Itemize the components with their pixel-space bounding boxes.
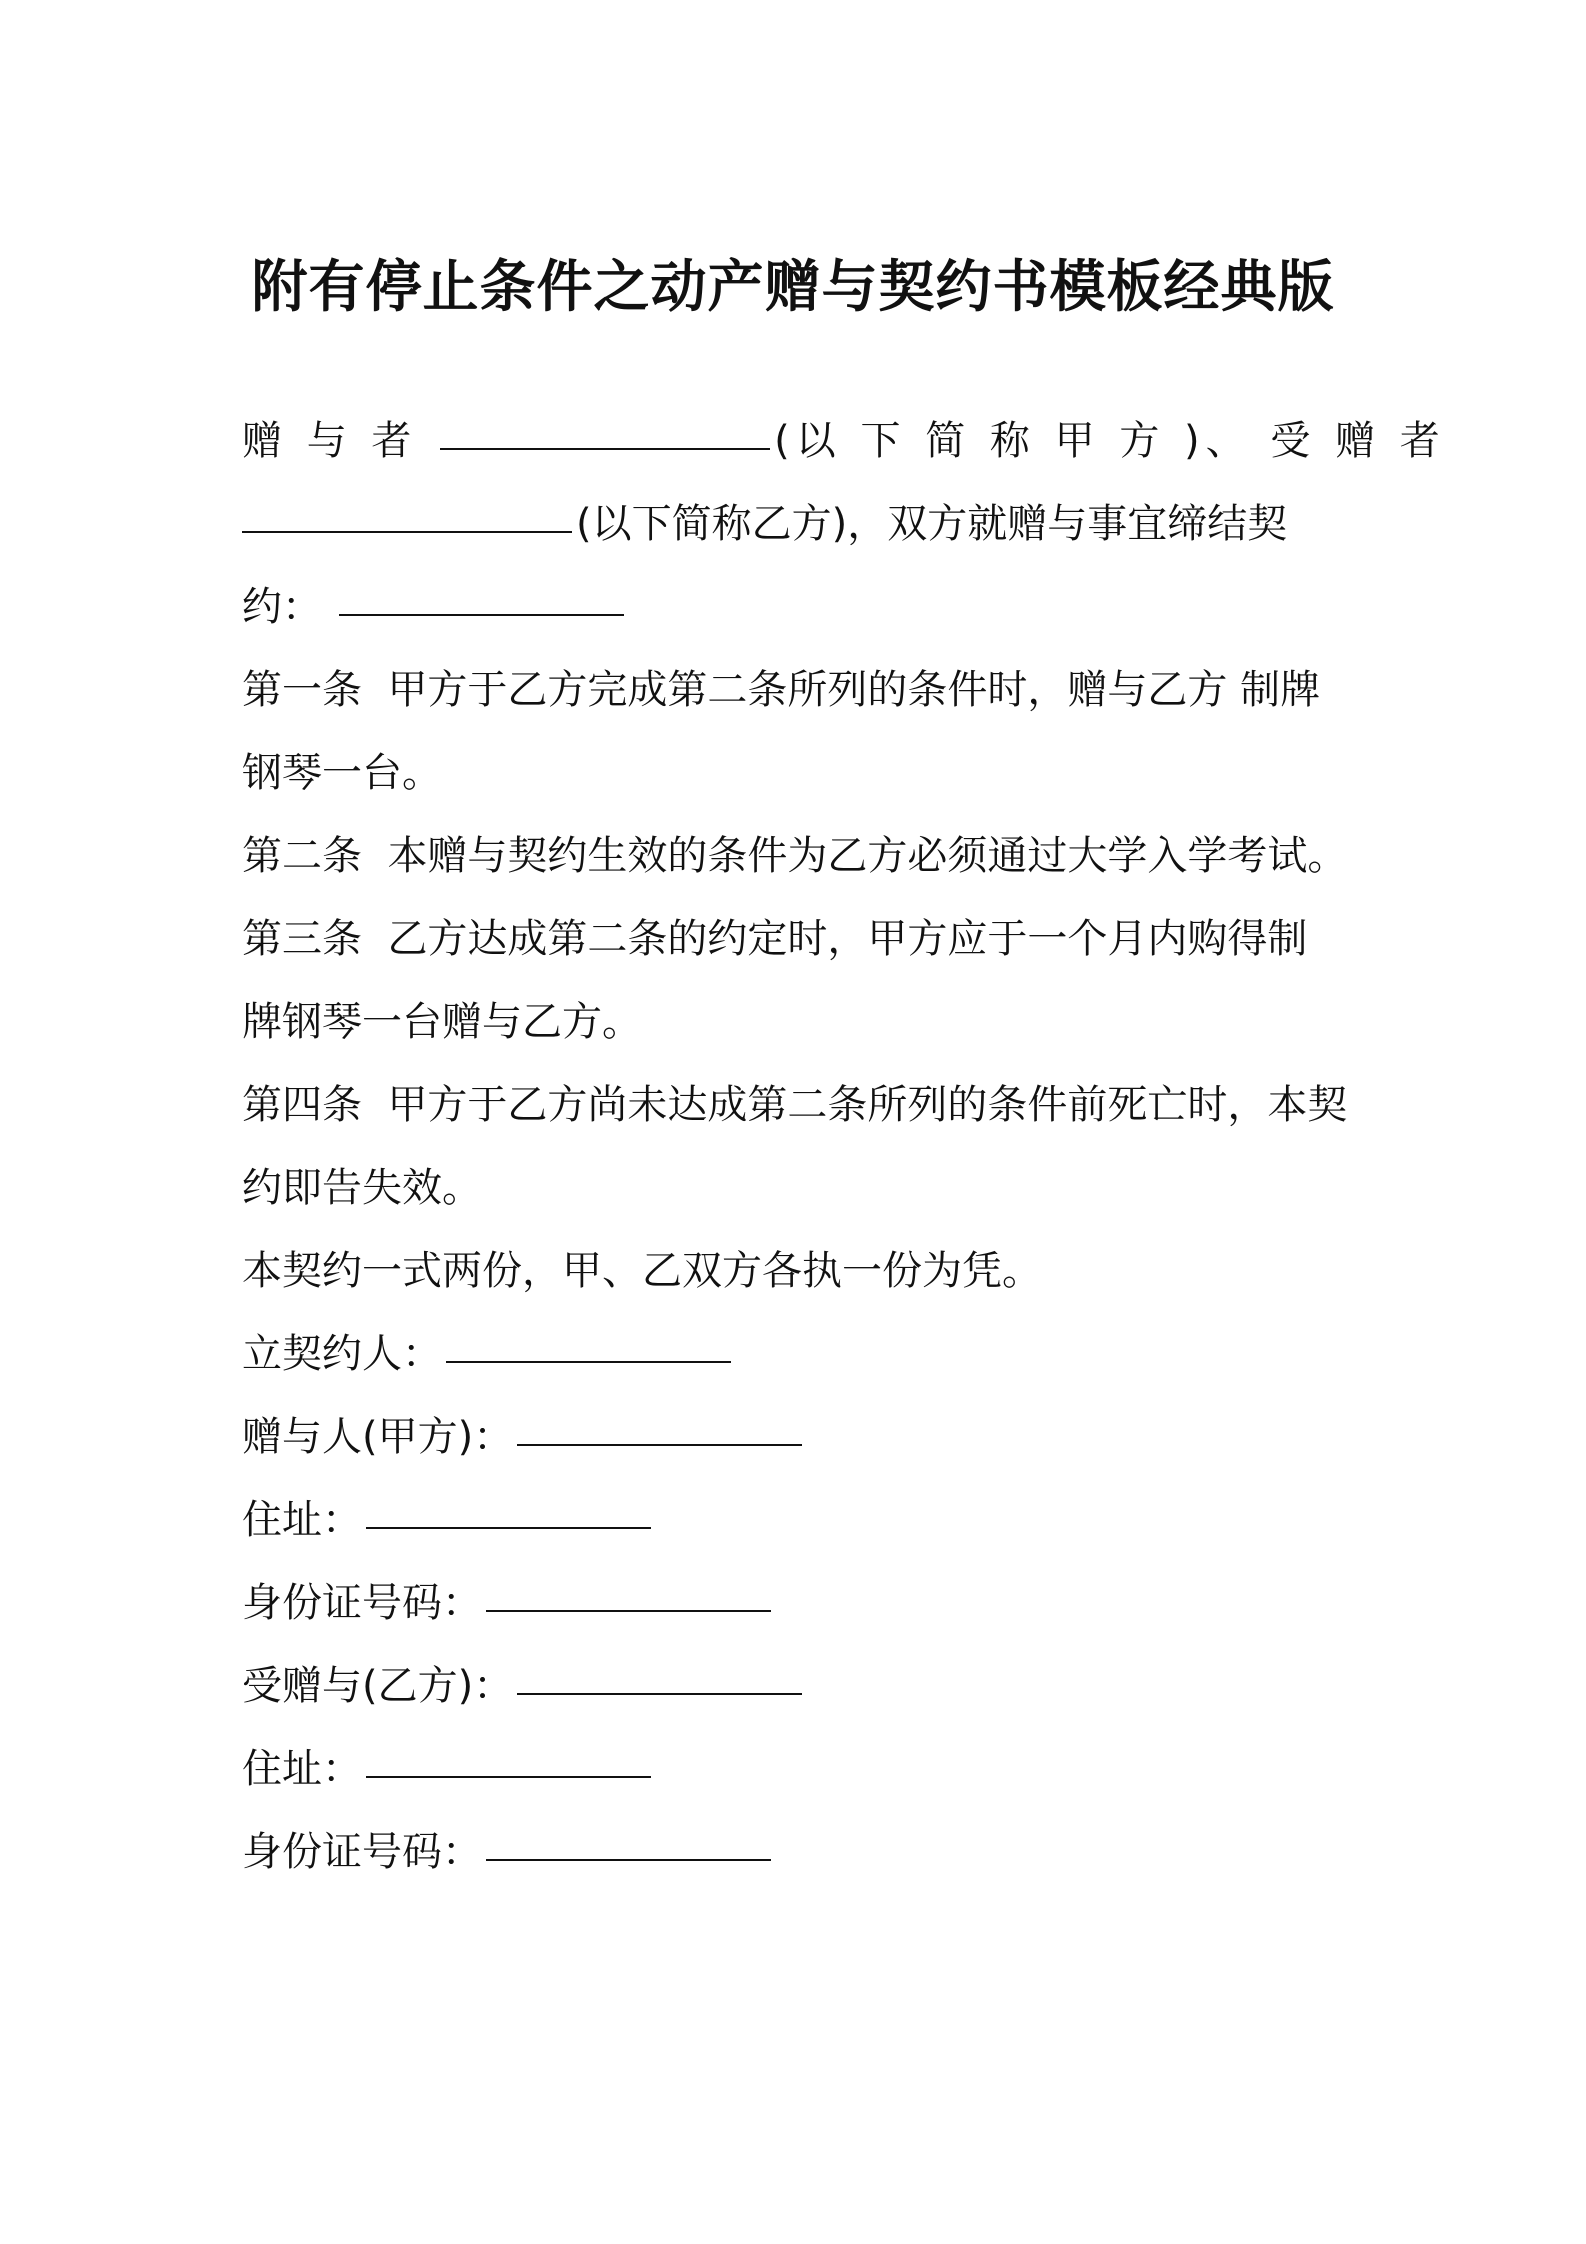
donee-name-blank <box>242 487 572 533</box>
intro-paragraph <box>242 400 1446 649</box>
donor-name-blank <box>440 404 770 450</box>
signature-field-donee-address <box>242 1728 1352 1811</box>
signature-field-donee-id <box>242 1811 1352 1894</box>
intro-line-1 <box>242 400 1446 483</box>
signature-field-donor-address <box>242 1479 1352 1562</box>
field-blank <box>517 1400 802 1446</box>
article-2 <box>242 815 1352 898</box>
article-heading: 第四条 <box>242 1082 362 1128</box>
donor-label: 赠 与 者 <box>242 418 418 464</box>
article-1 <box>242 649 1352 815</box>
field-blank <box>366 1483 651 1529</box>
field-label: 住址： <box>242 1746 362 1792</box>
contract-label: 约： <box>242 584 322 630</box>
article-text: 甲方于乙方完成第二条所列的条件时，赠与乙方 制牌钢琴一台。 <box>242 667 1321 796</box>
article-text: 乙方达成第二条的约定时，甲方应于一个月内购得制 牌钢琴一台赠与乙方。 <box>242 916 1308 1045</box>
document-title: 附有停止条件之动产赠与契约书模板经典版 <box>251 255 1335 320</box>
field-blank <box>486 1566 771 1612</box>
signature-field-contractor <box>242 1313 1352 1396</box>
field-blank <box>517 1649 802 1695</box>
signature-field-donee <box>242 1645 1352 1728</box>
field-blank <box>366 1732 651 1778</box>
donor-suffix: (以 下 简 称 甲 方 )、 受 赠 者 <box>774 418 1446 464</box>
article-heading: 第一条 <box>242 667 362 713</box>
closing-statement: 本契约一式两份，甲、乙双方各执一份为凭。 <box>242 1248 1042 1294</box>
contract-blank <box>339 570 624 616</box>
article-4 <box>242 1064 1352 1230</box>
field-label: 身份证号码： <box>242 1580 482 1626</box>
field-label: 赠与人(甲方)： <box>242 1414 514 1460</box>
field-label: 住址： <box>242 1497 362 1543</box>
article-text: 甲方于乙方尚未达成第二条所列的条件前死亡时，本契约即告失效。 <box>242 1082 1348 1211</box>
document-body <box>242 400 1446 1894</box>
signature-field-donor-id <box>242 1562 1352 1645</box>
signature-field-donor <box>242 1396 1352 1479</box>
article-3 <box>242 898 1352 1064</box>
field-blank <box>486 1815 771 1861</box>
article-heading: 第三条 <box>242 916 362 962</box>
donee-suffix: (以下简称乙方)，双方就赠与事宜缔结契 <box>576 501 1288 547</box>
article-heading: 第二条 <box>242 833 362 879</box>
article-text: 本赠与契约生效的条件为乙方必须通过大学入学考试。 <box>387 833 1348 879</box>
field-label: 立契约人： <box>242 1331 442 1377</box>
field-label: 身份证号码： <box>242 1829 482 1875</box>
field-blank <box>446 1317 731 1363</box>
field-label: 受赠与(乙方)： <box>242 1663 514 1709</box>
